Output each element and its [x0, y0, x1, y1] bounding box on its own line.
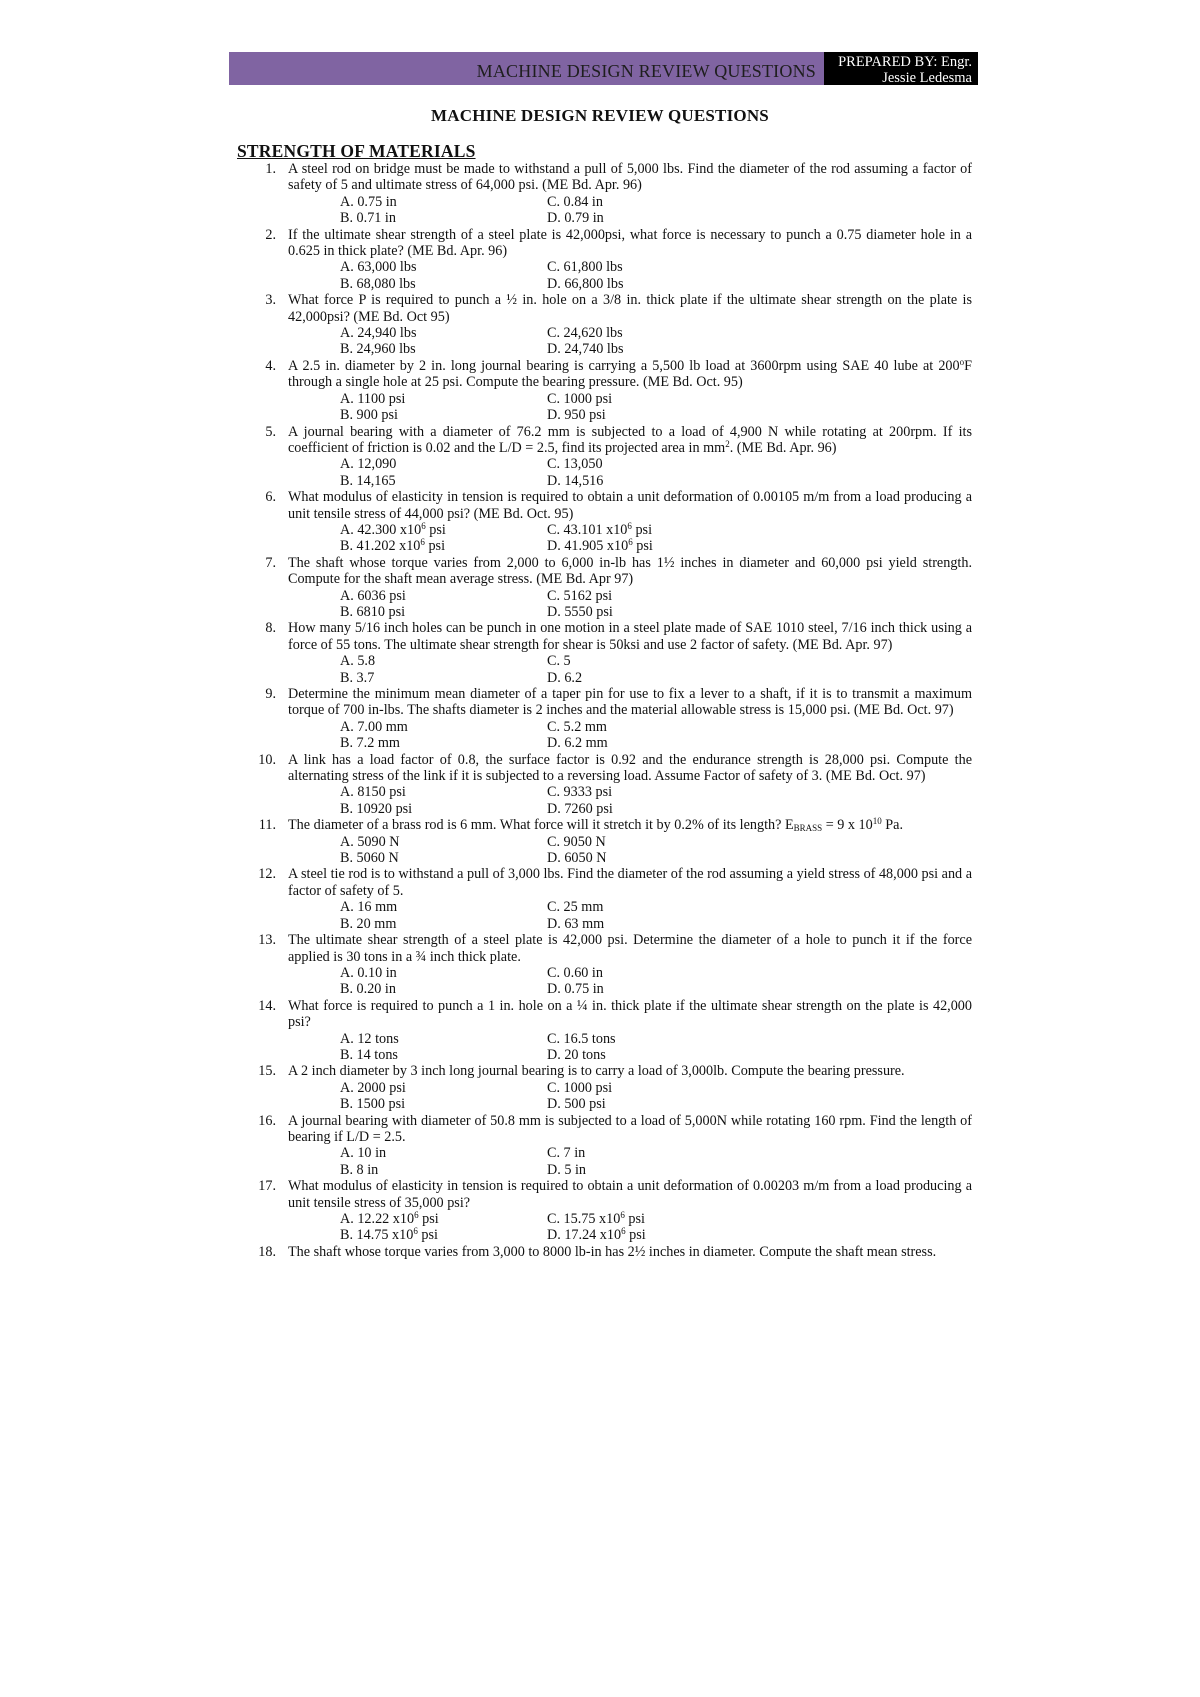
question-number: 8. [265, 620, 276, 637]
question-item [240, 620, 972, 686]
answer-choices [340, 784, 972, 817]
choice-b: B. 68,080 lbs [340, 275, 416, 292]
header-title: MACHINE DESIGN REVIEW QUESTIONS [476, 61, 816, 81]
question-item [240, 358, 972, 424]
question-text: The shaft whose torque varies from 3,000 to 8000 lb-in has 2½ inches in diameter. Compute the shaft mean stress. [288, 1243, 937, 1260]
choice-d: D. 6.2 [547, 669, 583, 686]
question-text: What modulus of elasticity in tension is required to obtain a unit deformation of 0.00203 m/m from a load producing a unit tensile stress of 35,000 psi? [288, 1178, 972, 1211]
choice-d: D. 17.24 $x10^6$ psi [547, 1226, 646, 1244]
choice-a: A. 0.10 in [340, 964, 397, 981]
choice-c: C. 5.2 mm [547, 718, 607, 735]
question-text: What force is required to punch a 1 in. hole on a ¼ in. thick plate if the ultimate shear strength on the plate is 42,000 psi? [288, 997, 972, 1031]
choice-b: B. 41.202 $x10^6$ psi [340, 537, 446, 555]
question-text: What modulus of elasticity in tension is required to obtain a unit deformation of 0.00105 m/m from a load producing a unit tensile stress of 44,000 psi? (ME Bd. Oct. 95) [288, 489, 972, 522]
answer-choices [340, 1031, 972, 1064]
choice-d: D. 7260 psi [547, 800, 613, 817]
choice-b: B. 7.2 mm [340, 735, 400, 752]
answer-choices [340, 965, 972, 998]
question-list [240, 161, 972, 1260]
question-number: 14. [258, 997, 276, 1014]
question-text: A journal bearing with diameter of 50.8 mm is subjected to a load of 5,000N while rotating 160 rpm. Find the length of bearing if L/D = 2.5. [288, 1112, 972, 1145]
question-item [240, 1244, 972, 1260]
choice-d: D. 0.75 in [547, 981, 604, 998]
choice-b: B. 14,165 [340, 472, 396, 489]
choice-c: C. 1000 psi [547, 390, 613, 407]
answer-choices [340, 1145, 972, 1178]
answer-choices [340, 259, 972, 292]
choice-c: C. 16.5 tons [547, 1030, 616, 1047]
question-number: 5. [265, 423, 276, 440]
question-number: 6. [265, 489, 276, 506]
choice-a: A. 12,090 [340, 456, 397, 473]
question-text: Determine the minimum mean diameter of a taper pin for use to fix a lever to a shaft, if it is to transmit a maximum torque of 700 in-lbs. The shafts diameter is 2 inches and the material allowable stress is 15,000 psi. (ME Bd. Oct. 97) [288, 686, 972, 719]
choice-c: C. 43.101 $x10^6$ psi [547, 520, 653, 538]
question-item [240, 1063, 972, 1112]
question-number: 17. [258, 1178, 276, 1195]
choice-a: A. 63,000 lbs [340, 259, 417, 276]
choice-b: B. 20 mm [340, 915, 397, 932]
choice-b: B. 6810 psi [340, 603, 406, 620]
choice-c: C. 9050 N [547, 833, 606, 850]
question-number: 4. [265, 357, 276, 374]
choice-d: D. 5550 psi [547, 603, 613, 620]
choice-b: B. 8 in [340, 1161, 379, 1178]
question-item [240, 752, 972, 818]
choice-a: A. 7.00 mm [340, 718, 408, 735]
choice-d: D. 14,516 [547, 472, 604, 489]
choice-d: D. 63 mm [547, 915, 605, 932]
question-number: 16. [258, 1112, 276, 1129]
document-title: MACHINE DESIGN REVIEW QUESTIONS [431, 106, 769, 125]
choice-c: C. 0.60 in [547, 964, 603, 981]
choice-c: C. 7 in [547, 1145, 586, 1162]
question-item [240, 932, 972, 998]
choice-b: B. 24,960 lbs [340, 341, 416, 358]
answer-choices [340, 719, 972, 752]
question-text: A 2.5 in. diameter by 2 in. long journal bearing is carrying a 5,500 lb load at 3600rpm using SAE 40 lube at 200$^o$F through a single hole at 25 psi. Compute the bearing pressure. (ME Bd. Oct. 95) [288, 356, 972, 391]
question-item [240, 555, 972, 621]
question-number: 2. [265, 226, 276, 243]
question-item [240, 998, 972, 1064]
answer-choices [340, 1211, 972, 1244]
question-item [240, 866, 972, 932]
question-number: 13. [258, 932, 276, 949]
choice-d: D. 6.2 mm [547, 735, 608, 752]
choice-c: C. 5 [547, 653, 571, 670]
choice-a: A. 2000 psi [340, 1079, 406, 1096]
choice-a: A. 12 tons [340, 1030, 399, 1047]
choice-b: B. 1500 psi [340, 1096, 406, 1113]
choice-d: D. 950 psi [547, 407, 606, 424]
choice-a: A. 0.75 in [340, 193, 397, 210]
question-item [240, 424, 972, 490]
choice-a: A. 16 mm [340, 899, 398, 916]
question-number: 10. [258, 751, 276, 768]
question-text: If the ultimate shear strength of a steel plate is 42,000psi, what force is necessary to punch a 0.75 diameter hole in a 0.625 in thick plate? (ME Bd. Apr. 96) [288, 226, 972, 260]
choice-c: C. 9333 psi [547, 784, 613, 801]
question-item [240, 161, 972, 227]
answer-choices [340, 834, 972, 867]
question-text: What force P is required to punch a ½ in. hole on a 3/8 in. thick plate if the ultimate shear strength on the plate is 42,000psi? (ME Bd. Oct 95) [288, 292, 972, 325]
answer-choices [340, 325, 972, 358]
question-number: 11. [258, 817, 276, 834]
choice-b: B. 14 tons [340, 1046, 398, 1063]
question-item [240, 1178, 972, 1244]
answer-choices [340, 391, 972, 424]
choice-a: A. 24,940 lbs [340, 325, 417, 342]
choice-d: D. 20 tons [547, 1046, 606, 1063]
choice-b: B. 0.20 in [340, 981, 396, 998]
answer-choices [340, 653, 972, 686]
question-number: 12. [258, 866, 276, 883]
question-item [240, 227, 972, 293]
question-number: 1. [265, 161, 276, 177]
choice-c: C. 13,050 [547, 456, 603, 473]
choice-b: B. 10920 psi [340, 800, 413, 817]
choice-a: A. 12.22 $x10^6$ psi [340, 1210, 439, 1227]
choice-c: C. 25 mm [547, 899, 604, 916]
answer-choices [340, 1080, 972, 1113]
choice-a: A. 5.8 [340, 653, 376, 670]
question-number: 3. [265, 292, 276, 309]
question-number: 7. [265, 554, 276, 571]
question-text: A 2 inch diameter by 3 inch long journal bearing is to carry a load of 3,000lb. Compute the bearing pressure. [288, 1063, 905, 1080]
choice-c: C. 0.84 in [547, 193, 603, 210]
choice-b: B. 3.7 [340, 669, 375, 686]
choice-c: C. 1000 psi [547, 1079, 613, 1096]
question-text: The diameter of a brass rod is 6 mm. What force will it stretch it by 0.2% of its length? $E_{BRASS} = 9$ x $10^{10}$ Pa. [288, 816, 904, 834]
question-text: A steel rod on bridge must be made to withstand a pull of 5,000 lbs. Find the diameter of the rod assuming a factor of safety of 5 and ultimate stress of 64,000 psi. (ME Bd. Apr. 96) [288, 161, 972, 194]
answer-choices [340, 588, 972, 621]
question-text: A steel tie rod is to withstand a pull of 3,000 lbs. Find the diameter of the rod assuming a yield stress of 48,000 psi and a factor of safety of 5. [288, 866, 972, 899]
choice-d: D. 5 in [547, 1161, 587, 1178]
answer-choices [340, 456, 972, 489]
question-item [240, 1113, 972, 1179]
answer-choices [340, 522, 972, 555]
choice-d: D. 500 psi [547, 1096, 606, 1113]
choice-a: A. 5090 N [340, 833, 400, 850]
choice-d: D. 0.79 in [547, 210, 604, 227]
choice-c: C. 61,800 lbs [547, 259, 623, 276]
question-number: 9. [265, 686, 276, 702]
choice-a: A. 10 in [340, 1145, 387, 1162]
question-item [240, 489, 972, 555]
question-text: A link has a load factor of 0.8, the surface factor is 0.92 and the endurance strength is 28,000 psi. Compute the alternating stress of the link if it is subjected to a reversing load. Assume Factor of safety of 3. (ME Bd. Oct. 97) [288, 751, 972, 785]
question-number: 15. [258, 1063, 276, 1080]
choice-b: B. 0.71 in [340, 210, 396, 227]
choice-c: C. 24,620 lbs [547, 325, 623, 342]
choice-d: D. 41.905 $x10^6$ psi [547, 537, 653, 555]
question-text: The ultimate shear strength of a steel plate is 42,000 psi. Determine the diameter of a hole to punch it if the force applied is 30 tons in a ¾ inch thick plate. [288, 932, 972, 965]
answer-choices [340, 194, 972, 227]
choice-c: C. 15.75 $x10^6$ psi [547, 1210, 645, 1227]
choice-b: B. 5060 N [340, 850, 399, 867]
choice-c: C. 5162 psi [547, 587, 613, 604]
choice-b: B. 900 psi [340, 407, 398, 424]
question-item [240, 686, 972, 752]
choice-d: D. 24,740 lbs [547, 341, 624, 358]
header-band [229, 52, 824, 85]
question-item [240, 292, 972, 358]
choice-a: A. 6036 psi [340, 587, 406, 604]
question-number: 18. [258, 1243, 276, 1260]
question-text: How many 5/16 inch holes can be punch in one motion in a steel plate made of SAE 1010 steel, 7/16 inch thick using a force of 55 tons. The ultimate shear strength for shear is 50ksi and use 2 factor of safety. (ME Bd. Apr. 97) [288, 620, 972, 653]
question-item [240, 817, 972, 866]
choice-a: A. 8150 psi [340, 784, 406, 801]
choice-d: D. 6050 N [547, 850, 607, 867]
prepared-by-box [824, 52, 978, 85]
section-title: STRENGTH OF MATERIALS [237, 141, 476, 161]
prepared-by-line1: PREPARED BY: Engr. [838, 54, 972, 70]
question-text: The shaft whose torque varies from 2,000 to 6,000 in-lb has 1½ inches in diameter and 60,000 psi yield strength. Compute for the shaft mean average stress. (ME Bd. Apr 97) [288, 554, 972, 588]
choice-a: A. 42.300 $x10^6$ psi [340, 520, 446, 538]
answer-choices [340, 899, 972, 932]
choice-a: A. 1100 psi [340, 390, 406, 407]
prepared-by-line2: Jessie Ledesma [882, 70, 972, 86]
choice-b: B. 14.75 $x10^6$ psi [340, 1226, 438, 1244]
question-text: A journal bearing with a diameter of 76.2 mm is subjected to a load of 4,900 N while rotating at 200rpm. If its coefficient of friction is 0.02 and the L/D = 2.5, find its projected area in $mm^2$. (ME Bd. Apr. 96) [288, 423, 972, 456]
choice-d: D. 66,800 lbs [547, 275, 624, 292]
